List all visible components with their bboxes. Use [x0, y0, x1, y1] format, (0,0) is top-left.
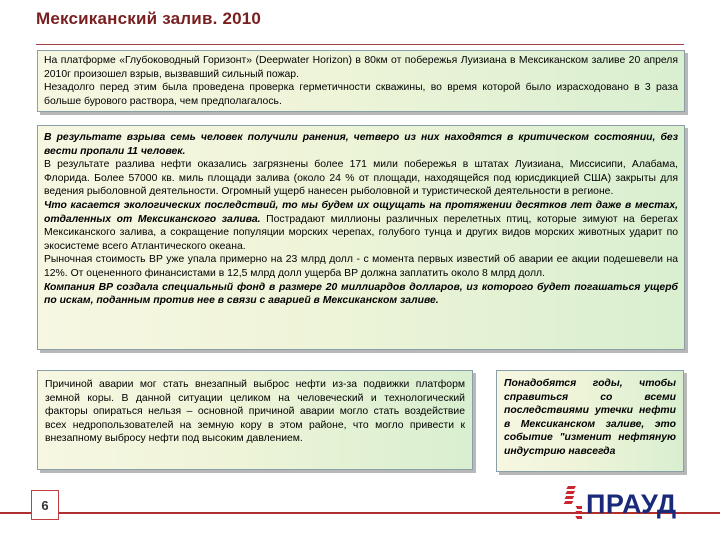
logo-wordmark: ПРАУД	[586, 488, 677, 519]
intro-box	[37, 50, 685, 112]
intro-paragraph-1: На платформе «Глубоководный Горизонт» (Deepwater Horizon) в 80км от побережья Луизиана в Мексиканском заливе 20 апреля 2010г произошел взрыв, вызвавший сильный пожар.	[44, 55, 678, 80]
cause-box	[37, 370, 473, 470]
spill-paragraph: В результате разлива нефти оказались загрязнены более 171 мили побережья в штатах Луизиана, Миссисипи, Алабама, Флорида. Более 57000 кв. миль площади залива (около 24 % от площади, находящейся под юрисдикцией США) закрыты для ведения рыболовной деятельности. Огромный ущерб нанесен рыболовной и туристической деятельности в регионе.	[44, 159, 678, 198]
intro-paragraph-2: Незадолго перед этим была проведена проверка герметичности скважины, во время которой было израсходовано в 3 раза больше бурового раствора, чем предполагалось.	[44, 82, 678, 107]
quote-box	[496, 370, 684, 472]
page-number: 6	[31, 490, 59, 520]
logo-mark-icon	[562, 486, 582, 522]
ecology-paragraph	[44, 199, 678, 253]
quote-text: Понадобятся годы, чтобы справиться со всеми последствиями утечки нефти в Мексиканском заливе, это событие "изменит нефтяную индустрию навсегда	[504, 378, 676, 457]
market-paragraph: Рыночная стоимость BP уже упала примерно на 23 млрд долл - с момента первых известий об аварии ее акции подешевели на 12%. От оцененного финансистами в 12,5 млрд долл ущерба BP должна заплатить около 8 млрд долл.	[44, 254, 678, 279]
consequences-box	[37, 125, 685, 350]
page-title: Мексиканский залив. 2010	[36, 9, 262, 28]
cause-text: Причиной аварии мог стать внезапный выброс нефти из-за подвижки платформ земной коры. В данной ситуации целиком на человеческий и технологический факторы опираться нельзя – основной причиной аварии могло стать воздействие всех недропользователей на земную кору в этом районе, что могло привести к внезапному выбросу нефти под высоким давлением.	[45, 379, 465, 445]
ecology-text: Пострадают миллионы различных перелетных птиц, которые зимуют на берегах Мексиканского залива, а сокращение популяции морских черепах, голубого тунца и других видов морских животных ударит по экосистеме всего Атлантического океана.	[44, 213, 678, 252]
company-logo	[562, 484, 692, 524]
fund-paragraph: Компания BP создала специальный фонд в размере 20 миллиардов долларов, из которого будет погашаться ущерб по искам, поданным против нее в связи с аварией в Мексиканском заливе.	[44, 281, 678, 307]
title-underline	[36, 44, 684, 45]
casualties-paragraph: В результате взрыва семь человек получили ранения, четверо из них находятся в критическом состоянии, без вести пропали 11 человек.	[44, 132, 678, 157]
ecology-emphasis: Что касается экологических последствий, то мы будем их ощущать на протяжении десятков лет даже в местах, отдаленных от Мексиканского залива.	[44, 199, 678, 225]
